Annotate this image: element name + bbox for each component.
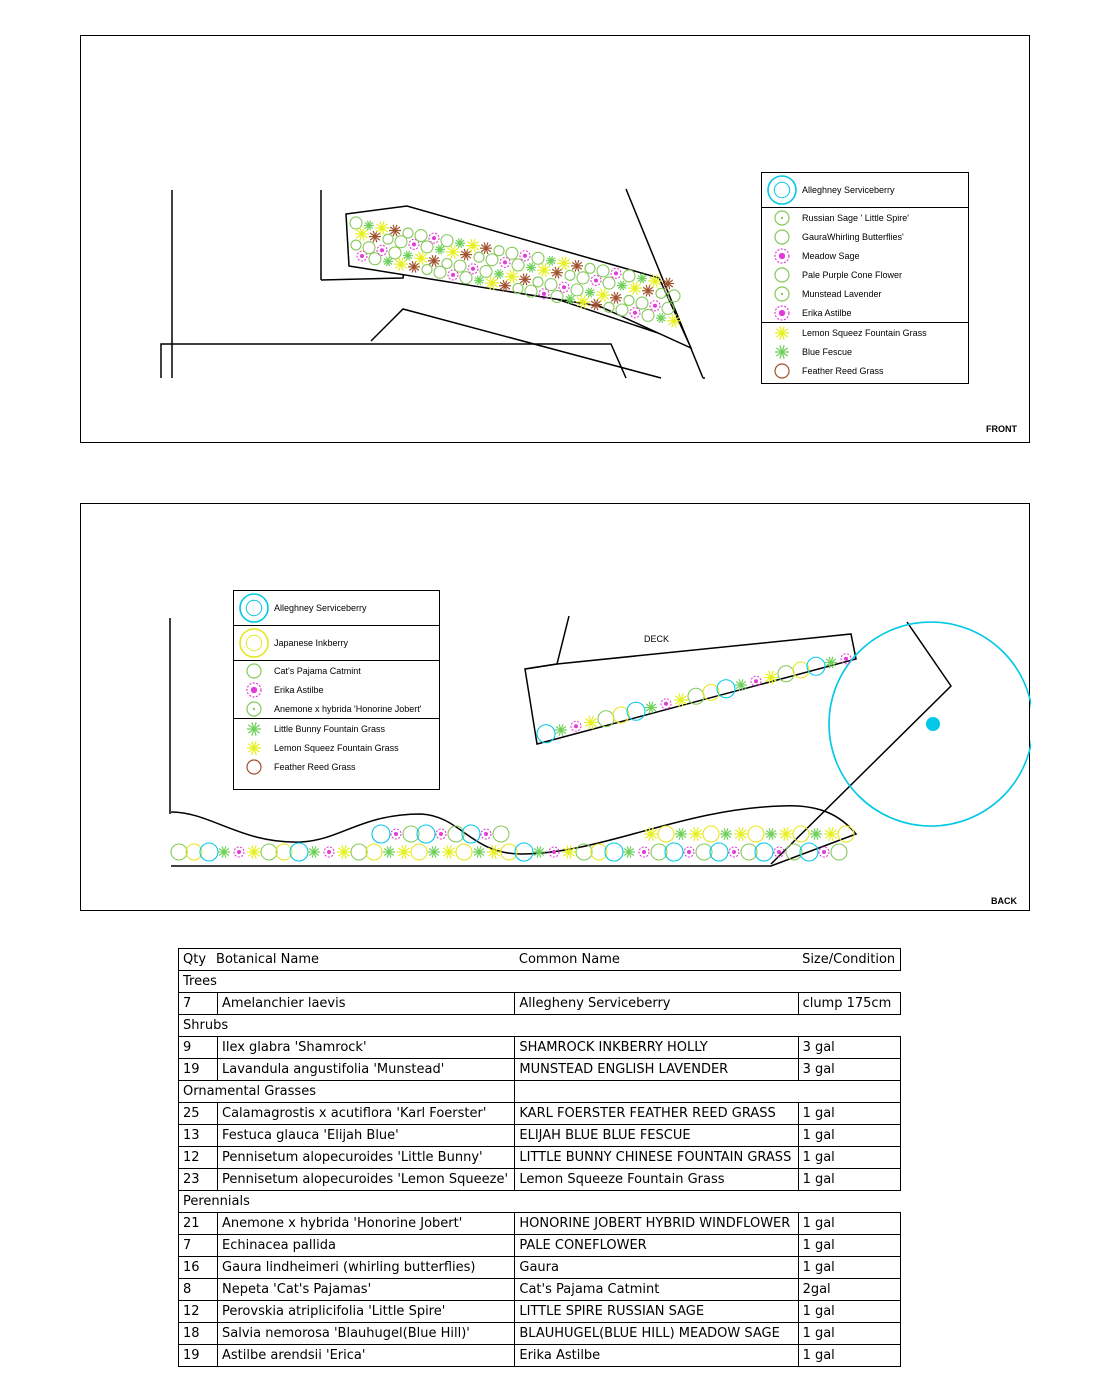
back-plant-symbol xyxy=(765,828,777,839)
back-plant-symbol xyxy=(748,826,764,842)
back-plant-symbol xyxy=(665,843,683,861)
back-plan-drawing xyxy=(81,504,1031,912)
plant-botanical: Lavandula angustifolia 'Munstead' xyxy=(218,1059,515,1081)
back-plant-symbol xyxy=(645,702,657,713)
back-legend-label: Japanese Inkberry xyxy=(274,638,349,648)
back-plant-symbol xyxy=(639,847,649,857)
front-legend-item xyxy=(762,265,968,284)
plant-size: 1 gal xyxy=(798,1125,900,1147)
plant-size: 1 gal xyxy=(798,1147,900,1169)
plant-size: clump 175cm xyxy=(798,993,900,1015)
front-legend-label: Meadow Sage xyxy=(802,250,860,261)
catmint-icon xyxy=(234,662,274,680)
back-plant-symbol xyxy=(442,845,456,858)
back-plant-symbol xyxy=(755,843,773,861)
plant-group-row xyxy=(179,1015,901,1037)
plant-row xyxy=(179,1125,901,1147)
front-legend-label: Pale Purple Cone Flower xyxy=(802,269,903,280)
back-legend-label: Cat's Pajama Catmint xyxy=(274,665,361,676)
plant-common: MUNSTEAD ENGLISH LAVENDER xyxy=(515,1059,798,1081)
back-legend-label: Feather Reed Grass xyxy=(274,761,356,772)
back-plant-symbol xyxy=(234,847,244,857)
front-legend-item xyxy=(762,303,968,322)
header-botanical: Botanical Name xyxy=(216,952,320,967)
front-legend-label: Lemon Squeez Fountain Grass xyxy=(802,327,927,338)
plant-qty: 12 xyxy=(179,1147,218,1169)
plant-qty: 23 xyxy=(179,1169,218,1191)
plant-common: BLAUHUGEL(BLUE HILL) MEADOW SAGE xyxy=(515,1323,798,1345)
back-plant-symbol xyxy=(324,847,334,857)
plant-group-label: Trees xyxy=(179,971,901,993)
bunny-grass-icon xyxy=(234,720,274,738)
back-plant-symbol xyxy=(200,843,218,861)
back-legend xyxy=(233,590,440,790)
blue-fescue-icon xyxy=(762,343,802,361)
back-plant-symbol xyxy=(372,825,390,843)
plant-common: KARL FOERSTER FEATHER REED GRASS xyxy=(515,1103,798,1125)
back-plant-symbol xyxy=(481,829,491,839)
plant-size: 1 gal xyxy=(798,1169,900,1191)
plant-common: Allegheny Serviceberry xyxy=(515,993,798,1015)
back-plant-symbol xyxy=(819,847,829,857)
plant-botanical: Nepeta 'Cat's Pajamas' xyxy=(218,1279,515,1301)
back-plant-symbol xyxy=(493,826,509,842)
back-plant-symbol xyxy=(290,843,308,861)
front-legend-label: Feather Reed Grass xyxy=(802,365,884,376)
front-label: FRONT xyxy=(986,424,1017,434)
back-plant-symbol xyxy=(689,827,703,840)
feather-reed-icon xyxy=(762,362,802,380)
back-plant-symbol xyxy=(537,725,555,743)
back-legend-group xyxy=(234,719,439,776)
front-legend-label: GauraWhirling Butterflies' xyxy=(802,231,904,242)
back-plant-symbol xyxy=(337,845,351,858)
plant-row xyxy=(179,1279,901,1301)
plant-row xyxy=(179,993,901,1015)
back-plant-symbol xyxy=(720,828,732,839)
plant-row xyxy=(179,1323,901,1345)
front-plan-panel xyxy=(80,35,1030,443)
back-plant-symbol xyxy=(428,846,440,857)
back-plant-symbol xyxy=(473,846,485,857)
plant-size: 1 gal xyxy=(798,1301,900,1323)
plant-row xyxy=(179,1059,901,1081)
plant-qty: 12 xyxy=(179,1301,218,1323)
inkberry-icon xyxy=(234,627,274,659)
back-plant-symbol xyxy=(598,711,614,727)
plant-botanical: Festuca glauca 'Elijah Blue' xyxy=(218,1125,515,1147)
plant-common: PALE CONEFLOWER xyxy=(515,1235,798,1257)
serviceberry-icon xyxy=(234,592,274,624)
back-plant-symbol xyxy=(703,826,719,842)
plant-group-label: Ornamental Grasses xyxy=(179,1081,515,1103)
lemon-grass-icon xyxy=(234,739,274,757)
front-legend xyxy=(761,172,969,384)
back-plant-symbol xyxy=(417,825,435,843)
lemon-grass-icon xyxy=(762,324,802,342)
front-legend-item xyxy=(762,361,968,380)
back-plant-symbol xyxy=(411,844,427,860)
front-legend-item xyxy=(762,227,968,246)
plant-qty: 9 xyxy=(179,1037,218,1059)
front-legend-group xyxy=(762,173,968,208)
front-legend-item xyxy=(762,323,968,342)
back-legend-label: Alleghney Serviceberry xyxy=(274,603,367,613)
back-plant-symbol xyxy=(838,826,854,842)
plant-botanical: Perovskia atriplicifolia 'Little Spire' xyxy=(218,1301,515,1323)
back-legend-item xyxy=(234,680,439,699)
gaura-icon xyxy=(762,228,802,246)
back-plant-symbol xyxy=(613,707,629,723)
plant-size: 1 gal xyxy=(798,1213,900,1235)
plant-list-table xyxy=(178,948,901,1367)
plant-qty: 13 xyxy=(179,1125,218,1147)
plant-botanical: Astilbe arendsii 'Erica' xyxy=(218,1345,515,1367)
back-legend-label: Erika Astilbe xyxy=(274,684,324,695)
back-legend-item xyxy=(234,661,439,680)
plant-size: 1 gal xyxy=(798,1257,900,1279)
header-qty: Qty xyxy=(183,952,207,967)
back-plant-symbol xyxy=(751,676,761,686)
back-plant-symbol xyxy=(533,846,545,857)
plant-common: ELIJAH BLUE BLUE FESCUE xyxy=(515,1125,798,1147)
back-legend-label: Little Bunny Fountain Grass xyxy=(274,723,386,734)
back-plant-symbol xyxy=(456,844,472,860)
serviceberry-icon xyxy=(762,174,802,206)
feather-reed-icon xyxy=(234,758,274,776)
plant-common: LITTLE SPIRE RUSSIAN SAGE xyxy=(515,1301,798,1323)
astilbe-icon xyxy=(762,304,802,322)
back-legend-group xyxy=(234,626,439,661)
plant-common: Erika Astilbe xyxy=(515,1345,798,1367)
front-legend-group xyxy=(762,208,968,323)
plant-row xyxy=(179,1037,901,1059)
back-plant-symbol xyxy=(391,829,401,839)
plant-row xyxy=(179,1169,901,1191)
back-plant-symbol xyxy=(462,825,480,843)
plant-common: HONORINE JOBERT HYBRID WINDFLOWER xyxy=(515,1213,798,1235)
back-legend-label: Lemon Squeez Fountain Grass xyxy=(274,742,399,753)
front-legend-item xyxy=(762,246,968,265)
back-plant-symbol xyxy=(824,827,838,840)
plant-list-header xyxy=(179,949,901,971)
plant-row xyxy=(179,1301,901,1323)
front-legend-label: Munstead Lavender xyxy=(802,288,882,299)
back-plant-symbol xyxy=(623,846,635,857)
front-legend-label: Blue Fescue xyxy=(802,346,853,357)
back-plant-symbol xyxy=(218,846,230,857)
back-plant-symbol xyxy=(810,828,822,839)
back-plant-symbol xyxy=(734,827,748,840)
plant-qty: 7 xyxy=(179,1235,218,1257)
back-plant-symbol xyxy=(658,826,674,842)
russian-sage-icon xyxy=(762,209,802,227)
back-plant-symbol xyxy=(717,680,735,698)
back-plant-symbol xyxy=(515,843,533,861)
plant-row xyxy=(179,1147,901,1169)
front-legend-label: Russian Sage ' Little Spire' xyxy=(802,212,909,223)
back-plant-symbol xyxy=(366,844,382,860)
back-plant-symbol xyxy=(261,844,277,860)
back-plant-symbol xyxy=(661,699,671,709)
plant-botanical: Anemone x hybrida 'Honorine Jobert' xyxy=(218,1213,515,1235)
anemone-icon xyxy=(234,700,274,718)
plant-group-label: Shrubs xyxy=(179,1015,901,1037)
back-plant-symbol xyxy=(171,844,187,860)
front-legend-label: Alleghney Serviceberry xyxy=(802,185,895,195)
plant-botanical: Salvia nemorosa 'Blauhugel(Blue Hill)' xyxy=(218,1323,515,1345)
plant-qty: 7 xyxy=(179,993,218,1015)
plant-common: LITTLE BUNNY CHINESE FOUNTAIN GRASS xyxy=(515,1147,798,1169)
plant-qty: 21 xyxy=(179,1213,218,1235)
back-legend-item xyxy=(234,757,439,776)
back-legend-label: Anemone x hybrida 'Honorine Jobert' xyxy=(274,703,422,714)
plant-qty: 16 xyxy=(179,1257,218,1279)
back-plant-symbol xyxy=(710,843,728,861)
plant-botanical: Calamagrostis x acutiflora 'Karl Foerster' xyxy=(218,1103,515,1125)
back-plant-symbol xyxy=(831,844,847,860)
back-plant-symbol xyxy=(351,844,367,860)
plant-botanical: Pennisetum alopecuroides 'Little Bunny' xyxy=(218,1147,515,1169)
back-legend-group xyxy=(234,661,439,719)
plant-size: 1 gal xyxy=(798,1103,900,1125)
plant-common: Lemon Squeeze Fountain Grass xyxy=(515,1169,798,1191)
front-legend-group xyxy=(762,323,968,380)
plant-group-row xyxy=(179,1081,901,1103)
astilbe-icon xyxy=(234,681,274,699)
back-plant-symbol xyxy=(555,724,567,735)
plant-common: SHAMROCK INKBERRY HOLLY xyxy=(515,1037,798,1059)
coneflower-icon xyxy=(762,266,802,284)
plant-size: 1 gal xyxy=(798,1345,900,1367)
header-common: Common Name xyxy=(515,949,798,971)
back-legend-item xyxy=(234,699,439,718)
deck-label: DECK xyxy=(644,634,670,644)
plant-group-spacer xyxy=(515,1081,901,1103)
plant-qty: 18 xyxy=(179,1323,218,1345)
back-legend-item xyxy=(234,738,439,757)
back-legend-item xyxy=(234,719,439,738)
back-plant-symbol xyxy=(397,845,411,858)
plant-size: 2gal xyxy=(798,1279,900,1301)
back-label: BACK xyxy=(991,896,1017,906)
back-plant-symbol xyxy=(807,657,825,675)
plant-qty: 19 xyxy=(179,1345,218,1367)
front-legend-item xyxy=(762,208,968,227)
plant-size: 3 gal xyxy=(798,1059,900,1081)
back-plant-symbol xyxy=(778,666,794,682)
back-plant-symbol xyxy=(308,846,320,857)
back-plant-symbol xyxy=(571,721,581,731)
plant-botanical: Echinacea pallida xyxy=(218,1235,515,1257)
plant-row xyxy=(179,1345,901,1367)
front-legend-item xyxy=(762,173,968,207)
plant-group-row xyxy=(179,971,901,993)
plant-qty: 19 xyxy=(179,1059,218,1081)
plant-botanical: Gaura lindheimeri (whirling butterflies) xyxy=(218,1257,515,1279)
back-plant-symbol xyxy=(383,846,395,857)
plant-qty: 25 xyxy=(179,1103,218,1125)
back-plant-symbol xyxy=(605,843,623,861)
lavender-icon xyxy=(762,285,802,303)
header-size: Size/Condition xyxy=(798,949,900,971)
back-plant-symbol xyxy=(436,829,446,839)
back-plant-symbol xyxy=(793,662,809,678)
back-plant-symbol xyxy=(684,847,694,857)
plant-botanical: Amelanchier laevis xyxy=(218,993,515,1015)
back-plant-symbol xyxy=(584,716,598,729)
plant-row xyxy=(179,1103,901,1125)
plant-row xyxy=(179,1235,901,1257)
plant-size: 3 gal xyxy=(798,1037,900,1059)
meadow-sage-icon xyxy=(762,247,802,265)
back-legend-group xyxy=(234,591,439,626)
plant-size: 1 gal xyxy=(798,1323,900,1345)
back-legend-item xyxy=(234,591,439,625)
plant-size: 1 gal xyxy=(798,1235,900,1257)
back-legend-item xyxy=(234,626,439,660)
back-plan-panel xyxy=(80,503,1030,911)
back-plant-symbol xyxy=(247,845,261,858)
plant-group-row xyxy=(179,1191,901,1213)
plant-common: Cat's Pajama Catmint xyxy=(515,1279,798,1301)
back-plant-symbol xyxy=(562,845,576,858)
back-plant-symbol xyxy=(779,827,793,840)
plant-botanical: Pennisetum alopecuroides 'Lemon Squeeze' xyxy=(218,1169,515,1191)
plant-row xyxy=(179,1257,901,1279)
plant-group-label: Perennials xyxy=(179,1191,901,1213)
plant-common: Gaura xyxy=(515,1257,798,1279)
plant-qty: 8 xyxy=(179,1279,218,1301)
front-legend-item xyxy=(762,284,968,303)
plant-botanical: Ilex glabra 'Shamrock' xyxy=(218,1037,515,1059)
front-legend-item xyxy=(762,342,968,361)
front-legend-label: Erika Astilbe xyxy=(802,307,852,318)
plant-row xyxy=(179,1213,901,1235)
back-plant-symbol xyxy=(675,828,687,839)
back-plant-symbol xyxy=(729,847,739,857)
